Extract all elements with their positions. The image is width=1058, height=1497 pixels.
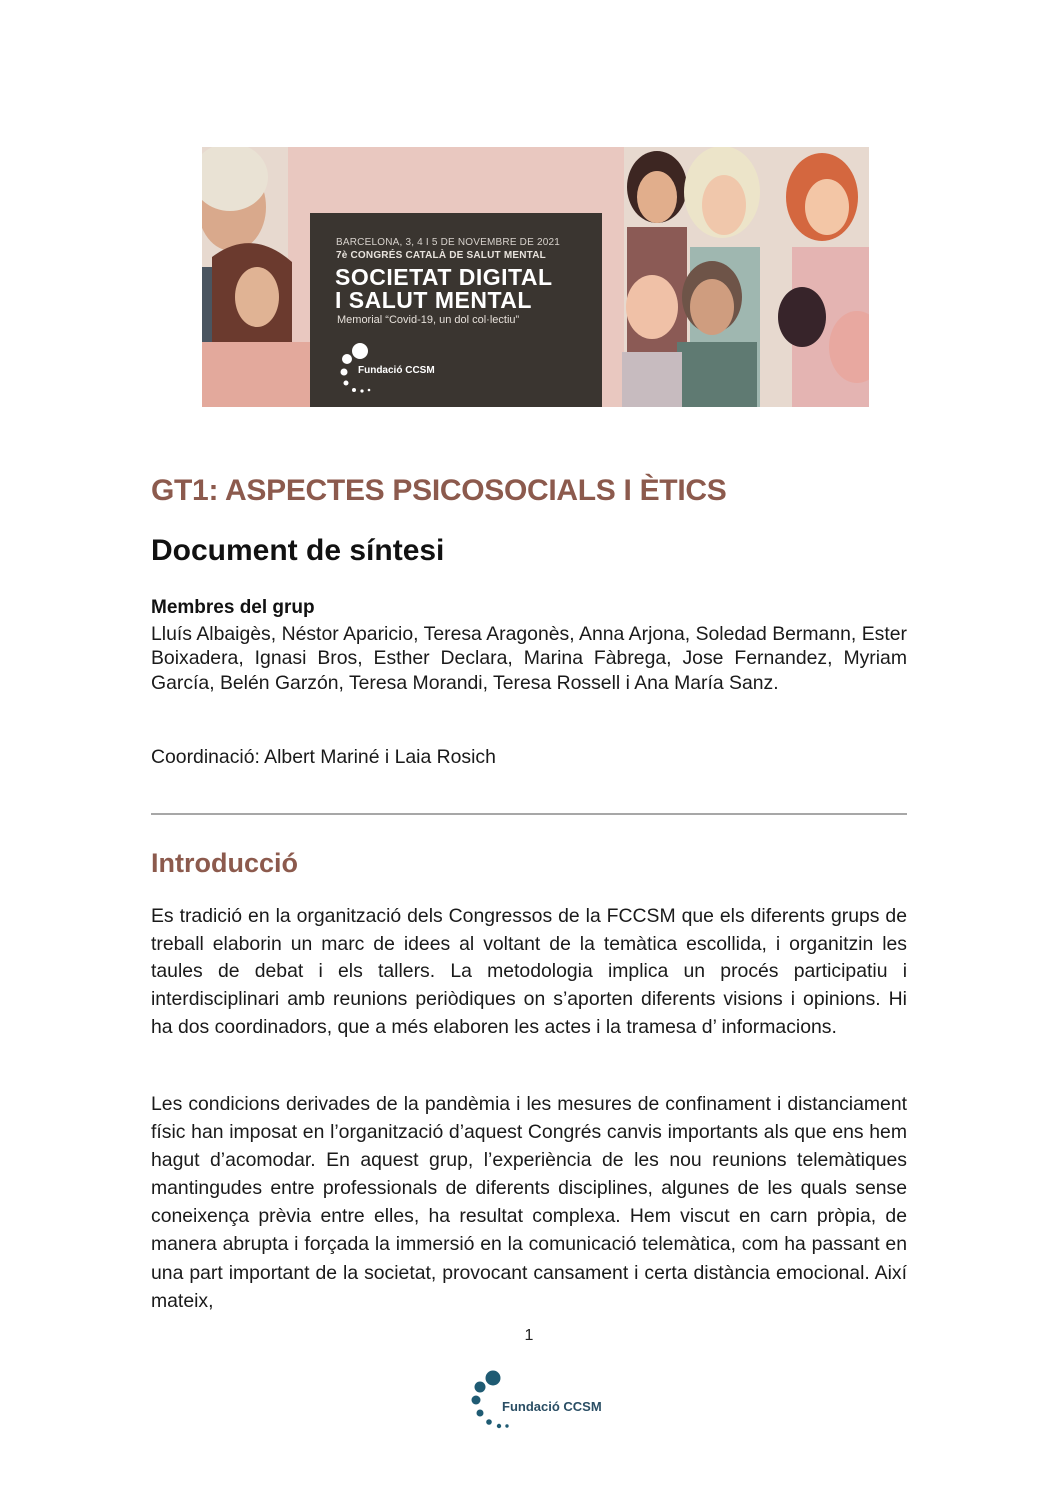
poster-congress-name: 7è CONGRÉS CATALÀ DE SALUT MENTAL [336, 250, 546, 261]
footer-logo-text: Fundació CCSM [502, 1399, 602, 1414]
document-heading: GT1: ASPECTES PSICOSOCIALS I ÈTICS [151, 474, 727, 507]
document-subheading: Document de síntesi [151, 534, 445, 567]
poster-date: BARCELONA, 3, 4 I 5 DE NOVEMBRE DE 2021 [336, 237, 560, 248]
intro-paragraph-2: Les condicions derivades de la pandèmia i les mesures de confinament i distanciament físic han imposat en l’organització d’aquest Congrés canvis importants als que ens hem hagut d’acomodar. En aquest grup, l’experiència de les nou reunions telemàtiques mantingudes entre professionals de diferents disciplines, algunes de les quals sense coneixença prèvia entre elles, ha resultat complexa. Hem viscut en carn pròpia, de manera abrupta i forçada la immersió en la comunicació telemàtica, com ha passant en una part important de la societat, provocant cansament i certa distància emocional. Així mateix, [151, 1093, 907, 1312]
section-divider [151, 813, 907, 815]
congress-banner [202, 147, 869, 407]
coordination-line: Coordinació: Albert Mariné i Laia Rosich [151, 746, 496, 768]
page-number: 1 [524, 1327, 534, 1344]
poster-title-line1: SOCIETAT DIGITAL [335, 264, 553, 290]
members-heading: Membres del grup [151, 597, 315, 618]
poster-subtitle: Memorial “Covid-19, un dol col·lectiu” [337, 314, 520, 326]
intro-paragraph-1: Es tradició en la organització dels Congressos de la FCCSM que els diferents grups de treball elaborin un marc de idees al voltant de la temàtica escollida, i organitzin les taules de debat i els tallers. La metodologia implica un procés participatiu i interdisciplinari amb reunions periòdiques on s’aporten diferents visions i opinions. Hi ha dos coordinadors, que a més elaboren les actes i la tramesa d’ informacions. [151, 905, 907, 1038]
congress-poster [310, 213, 602, 407]
poster-title-line2: I SALUT MENTAL [335, 287, 532, 313]
intro-heading: Introducció [151, 848, 298, 878]
members-list: Lluís Albaigès, Néstor Aparicio, Teresa Aragonès, Anna Arjona, Soledad Bermann, Ester Boixadera, Ignasi Bros, Esther Declara, Marina Fàbrega, Jose Fernandez, Myriam García, Belén Garzón, Teresa Morandi, Teresa Rossell i Ana María Sanz. [151, 623, 907, 694]
poster-logo-text: Fundació CCSM [358, 365, 435, 376]
